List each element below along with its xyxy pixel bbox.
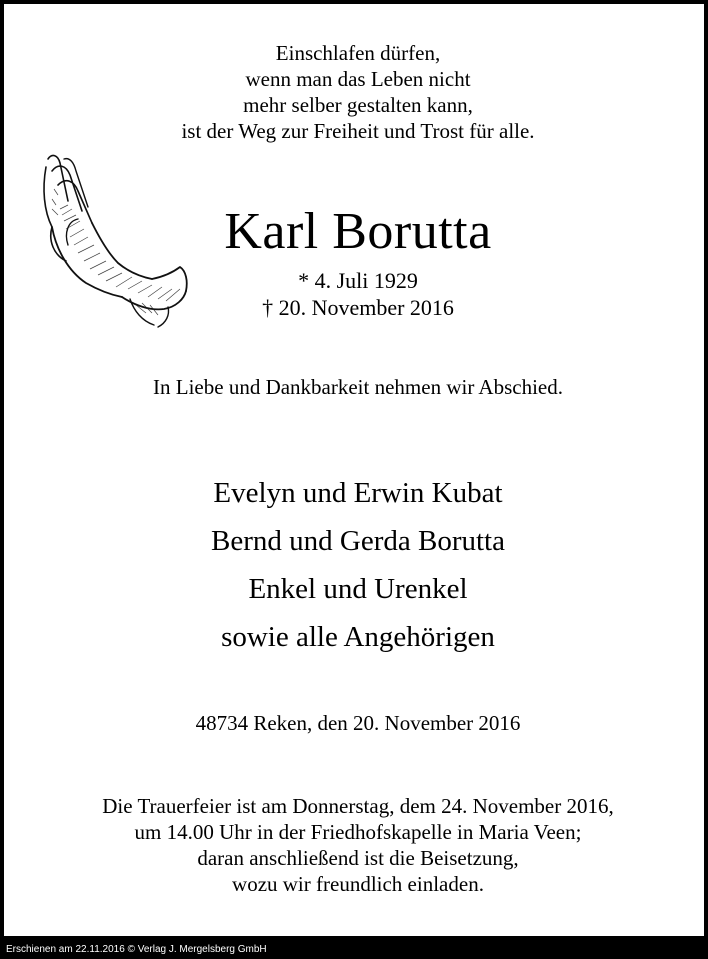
funeral-line: um 14.00 Uhr in der Friedhofskapelle in Maria Veen; bbox=[134, 820, 582, 844]
poem-line: Einschlafen dürfen, bbox=[275, 41, 441, 65]
mourner-line: sowie alle Angehörigen bbox=[221, 621, 495, 653]
mourners-list bbox=[4, 469, 708, 661]
farewell-text: In Liebe und Dankbarkeit nehmen wir Abschied. bbox=[153, 375, 563, 399]
poem-line: wenn man das Leben nicht bbox=[245, 67, 471, 91]
funeral-line: wozu wir freundlich einladen. bbox=[232, 872, 484, 896]
place-date: 48734 Reken, den 20. November 2016 bbox=[195, 711, 521, 735]
funeral-line: daran anschließend ist die Beisetzung, bbox=[197, 846, 519, 870]
mourner-line: Evelyn und Erwin Kubat bbox=[213, 477, 503, 509]
funeral-line: Die Trauerfeier ist am Donnerstag, dem 24. November 2016, bbox=[102, 794, 614, 818]
birth-date: * 4. Juli 1929 bbox=[298, 268, 418, 293]
mourner-line: Bernd und Gerda Borutta bbox=[211, 525, 505, 557]
poem-line: ist der Weg zur Freiheit und Trost für alle. bbox=[181, 119, 535, 143]
poem-line: mehr selber gestalten kann, bbox=[243, 93, 473, 117]
mourner-line: Enkel und Urenkel bbox=[248, 573, 468, 605]
poem bbox=[4, 40, 708, 144]
life-dates bbox=[4, 267, 708, 321]
deceased-name: Karl Borutta bbox=[224, 203, 492, 260]
death-date: † 20. November 2016 bbox=[262, 295, 454, 320]
publication-footer: Erschienen am 22.11.2016 © Verlag J. Mergelsberg GmbH bbox=[0, 940, 708, 959]
funeral-info bbox=[4, 793, 708, 897]
